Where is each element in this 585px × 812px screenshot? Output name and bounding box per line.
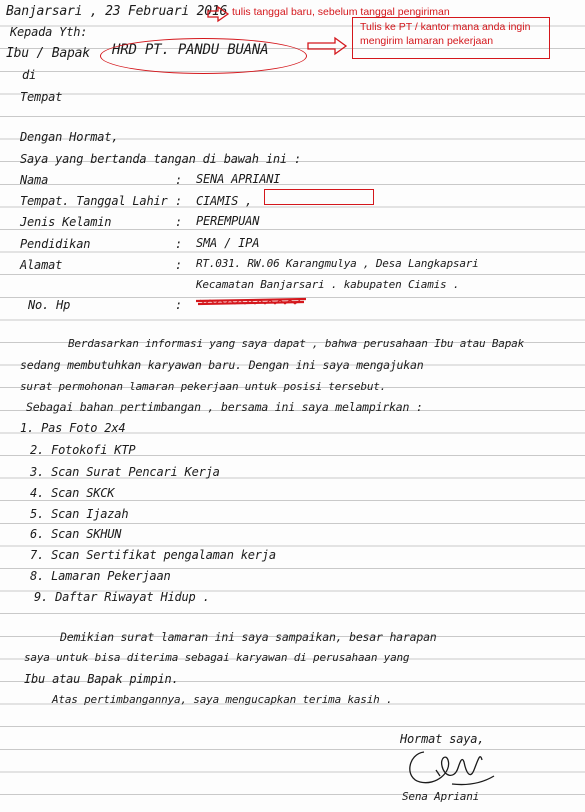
greeting: Dengan Hormat,: [20, 130, 119, 144]
body-line-1: Berdasarkan informasi yang saya dapat , bahwa perusahaan Ibu atau Bapak: [68, 337, 525, 350]
field-label-pendidikan: Pendidikan: [20, 237, 91, 251]
field-label-nama: Nama: [20, 173, 49, 187]
field-value-nama: SENA APRIANI: [196, 172, 281, 186]
attachment-item: 7. Scan Sertifikat pengalaman kerja: [30, 548, 276, 562]
field-colon: :: [175, 173, 183, 187]
closing-line-3: Ibu atau Bapak pimpin.: [24, 672, 179, 686]
attachment-item: 6. Scan SKHUN: [30, 527, 122, 541]
field-colon: :: [175, 237, 183, 251]
field-value-alamat-2: Kecamatan Banjarsari . kabupaten Ciamis .: [196, 278, 460, 291]
field-colon: :: [175, 194, 183, 208]
body-line-4: Sebagai bahan pertimbangan , bersama ini saya melampirkan :: [26, 400, 423, 414]
attachment-item: 3. Scan Surat Pencari Kerja: [30, 465, 220, 479]
attachment-item: 9. Daftar Riwayat Hidup .: [34, 590, 210, 604]
field-value-pendidikan: SMA / IPA: [196, 236, 260, 250]
attachment-item: 2. Fotokofi KTP: [30, 443, 136, 457]
body-line-2: sedang membutuhkan karyawan baru. Dengan ini saya mengajukan: [20, 358, 424, 372]
kepada-yth: Kepada Yth:: [10, 25, 88, 39]
recipient-company: HRD PT. PANDU BUANA: [112, 42, 269, 58]
di-label: di: [22, 68, 37, 82]
field-label-alamat: Alamat: [20, 258, 63, 272]
body-line-3: surat permohonan lamaran pekerjaan untuk posisi tersebut.: [20, 380, 387, 393]
attachment-item: 4. Scan SKCK: [30, 486, 115, 500]
field-colon: :: [175, 298, 183, 312]
attachment-item: 5. Scan Ijazah: [30, 507, 129, 521]
field-value-ttl: CIAMIS ,: [196, 194, 253, 208]
attachment-item: 8. Lamaran Pekerjaan: [30, 569, 171, 583]
place-date: Banjarsari , 23 Februari 2016: [6, 4, 228, 19]
field-label-nohp: No. Hp: [28, 298, 71, 312]
signoff-salutation: Hormat saya,: [400, 732, 485, 746]
closing-line-1: Demikian surat lamaran ini saya sampaikan, besar harapan: [60, 630, 437, 644]
field-value-jk: PEREMPUAN: [196, 214, 260, 228]
intro-line: Saya yang bertanda tangan di bawah ini :: [20, 152, 301, 166]
company-annotation: Tulis ke PT / kantor mana anda ingin mengirim lamaran pekerjaan: [360, 21, 531, 47]
ibu-bapak: Ibu / Bapak: [6, 46, 90, 61]
field-label-jk: Jenis Kelamin: [20, 215, 112, 229]
field-label-ttl: Tempat. Tanggal Lahir: [20, 194, 168, 208]
closing-line-4: Atas pertimbangannya, saya mengucapkan terima kasih .: [52, 693, 393, 706]
field-colon: :: [175, 215, 183, 229]
field-colon: :: [175, 258, 183, 272]
signoff-name: Sena Apriani: [402, 790, 480, 803]
attachment-item: 1. Pas Foto 2x4: [20, 421, 126, 435]
closing-line-2: saya untuk bisa diterima sebagai karyawan di perusahaan yang: [24, 651, 410, 664]
date-annotation: tulis tanggal baru, sebelum tanggal pengiriman: [232, 6, 450, 18]
tempat-label: Tempat: [20, 90, 63, 104]
field-value-alamat: RT.031. RW.06 Karangmulya , Desa Langkapsari: [196, 257, 479, 270]
